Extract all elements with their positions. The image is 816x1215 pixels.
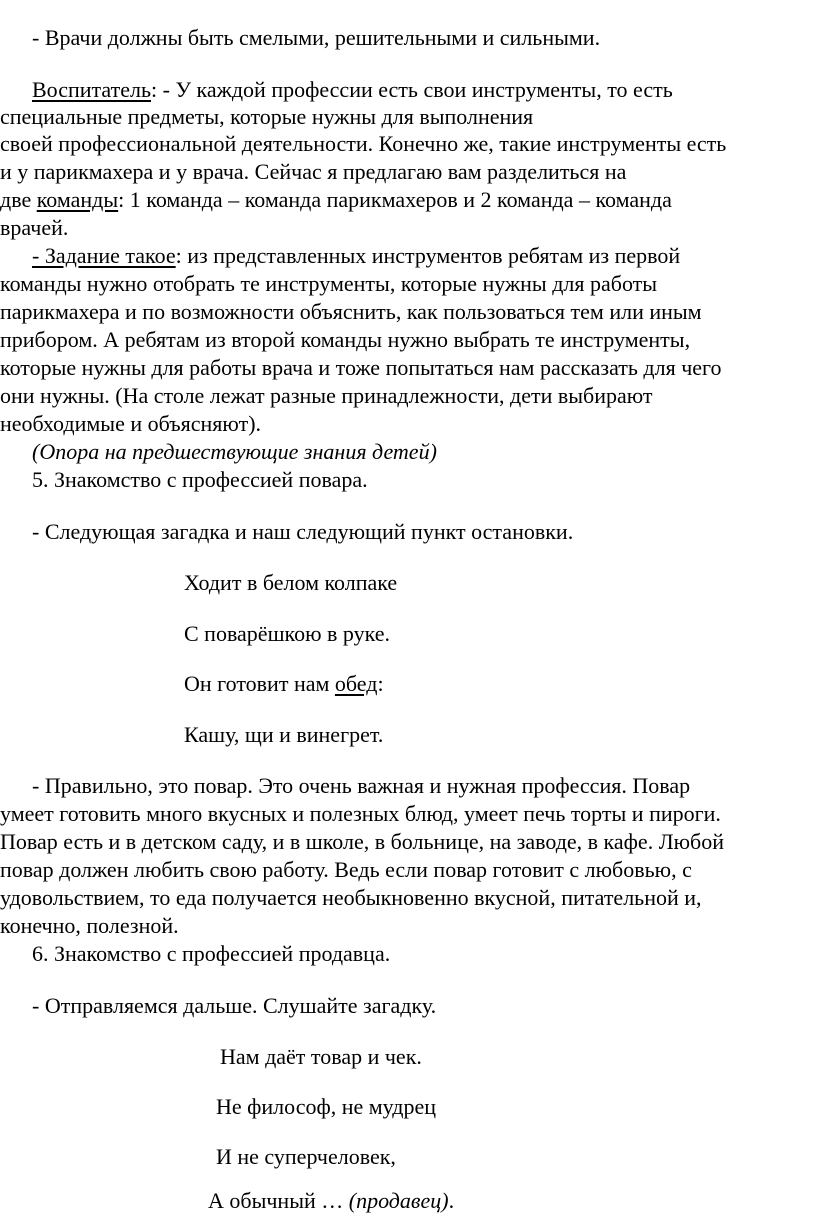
poem1-line-3 xyxy=(184,669,384,698)
task-line-3: парикмахера и по возможности объяснить, как пользоваться тем или иным xyxy=(0,299,702,324)
poem2-line-4-post: . xyxy=(448,1188,455,1213)
educator-line-5 xyxy=(0,185,672,214)
section-5-heading: 5. Знакомство с профессией повара. xyxy=(32,467,368,492)
cook-line-2: умеет готовить много вкусных и полезных блюд, умеет печь торты и пироги. xyxy=(0,801,721,826)
cook-line-5: удовольствием, то еда получается необыкновенно вкусной, питательной и, xyxy=(0,885,702,910)
educator-label: Воспитатель xyxy=(32,77,152,102)
educator-line-2: специальные предметы, которые нужны для выполнения xyxy=(0,104,534,129)
educator-line-5-pre: две xyxy=(0,187,37,212)
poem1-line-3-pre: Он готовит нам xyxy=(184,671,335,696)
next-riddle-line: - Следующая загадка и наш следующий пункт остановки. xyxy=(32,519,574,544)
cook-line-1: - Правильно, это повар. Это очень важная и нужная профессия. Повар xyxy=(32,773,691,798)
task-line-5: которые нужны для работы врача и тоже попытаться нам рассказать для чего xyxy=(0,355,722,380)
lunch-word: обед xyxy=(334,671,378,696)
task-label: - Задание такое xyxy=(32,243,176,268)
task-line-4: прибором. А ребятам из второй команды нужно выбрать те инструменты, xyxy=(0,327,691,352)
task-line-1 xyxy=(32,241,680,270)
poem1-line-2: С поварёшкою в руке. xyxy=(184,621,391,646)
cook-line-6: конечно, полезной. xyxy=(0,913,179,938)
cook-line-3: Повар есть и в детском саду, и в школе, в больнице, на заводе, в кафе. Любой xyxy=(0,829,725,854)
answer-italic: (продавец) xyxy=(348,1188,449,1213)
task-line-6: они нужны. (На столе лежат разные принадлежности, дети выбирают xyxy=(0,383,653,408)
task-line-2: команды нужно отобрать те инструменты, которые нужны для работы xyxy=(0,271,658,296)
educator-line-4: и у парикмахера и у врача. Сейчас я предлагаю вам разделиться на xyxy=(0,159,627,184)
task-line-7: необходимые и объясняют). xyxy=(0,411,262,436)
poem1-line-3-post: : xyxy=(377,671,384,696)
poem2-line-3: И не суперчеловек, xyxy=(216,1144,396,1169)
task-line-1-text: : из представленных инструментов ребятам из первой xyxy=(175,243,681,268)
educator-line-1 xyxy=(32,75,673,104)
educator-line-6: врачей. xyxy=(0,215,69,240)
go-on-line: - Отправляемся дальше. Слушайте загадку. xyxy=(32,993,437,1018)
poem2-line-2: Не философ, не мудрец xyxy=(216,1094,437,1119)
educator-line-5-post: : 1 команда – команда парикмахеров и 2 команда – команда xyxy=(118,187,672,212)
educator-line-1-text: : - У каждой профессии есть свои инструменты, то есть xyxy=(151,77,673,102)
cook-line-4: повар должен любить свою работу. Ведь если повар готовит с любовью, с xyxy=(0,857,692,882)
italic-note: (Опора на предшествующие знания детей) xyxy=(32,439,437,464)
section-6-heading: 6. Знакомство с профессией продавца. xyxy=(32,941,391,966)
educator-line-3: своей профессиональной деятельности. Конечно же, такие инструменты есть xyxy=(0,131,727,156)
paragraph-doctors: - Врачи должны быть смелыми, решительными и сильными. xyxy=(32,25,601,50)
poem1-line-4: Кашу, щи и винегрет. xyxy=(184,722,384,747)
poem2-line-4-pre: А обычный … xyxy=(208,1188,349,1213)
poem2-line-1: Нам даёт товар и чек. xyxy=(220,1044,422,1069)
poem1-line-1: Ходит в белом колпаке xyxy=(184,570,398,595)
poem2-line-4 xyxy=(208,1186,454,1215)
teams-word: команды xyxy=(36,187,119,212)
